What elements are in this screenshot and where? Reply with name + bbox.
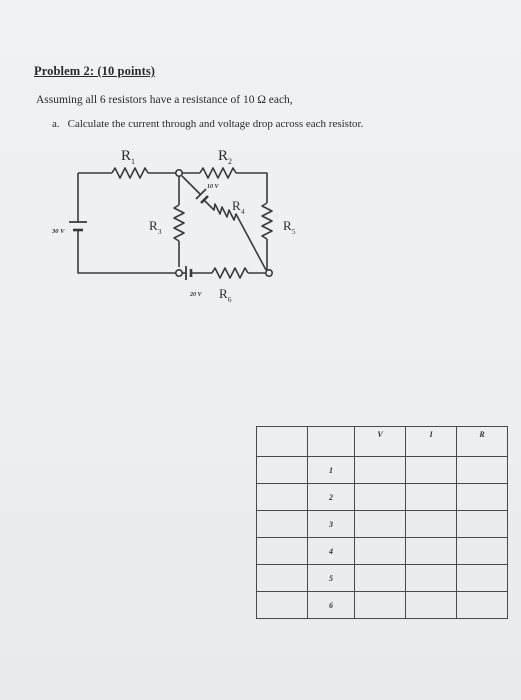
table-row xyxy=(257,538,508,565)
r2-label-sub: 2 xyxy=(228,157,232,166)
r5-label-sub: 5 xyxy=(292,228,296,236)
r1-label: R xyxy=(121,148,132,164)
answer-cell-v[interactable] xyxy=(355,592,406,619)
r2-label: R xyxy=(218,148,229,164)
answer-cell-r[interactable] xyxy=(457,565,508,592)
diag-wire-top xyxy=(182,176,200,194)
answer-cell-r[interactable] xyxy=(457,457,508,484)
r2-resistor xyxy=(200,168,236,178)
table-header-row xyxy=(257,427,508,457)
node-top-left xyxy=(176,170,182,176)
answer-cell-i[interactable] xyxy=(406,538,457,565)
row-number-cell: 4 xyxy=(308,538,355,565)
answer-cell-i[interactable] xyxy=(406,457,457,484)
table-row xyxy=(257,565,508,592)
part-a-text: Calculate the current through and voltage drop across each resistor. xyxy=(67,118,364,130)
row-spacer-cell xyxy=(257,565,308,592)
r6-label-sub: 6 xyxy=(228,296,232,304)
row-number-cell: 5 xyxy=(308,565,355,592)
row-number-cell: 3 xyxy=(308,511,355,538)
header-cell-v: V xyxy=(355,427,406,457)
answer-cell-i[interactable] xyxy=(406,511,457,538)
row-number-cell: 2 xyxy=(308,484,355,511)
r1-resistor xyxy=(112,168,148,178)
answer-cell-v[interactable] xyxy=(355,457,406,484)
r5-label: R xyxy=(283,218,292,233)
r4-label-sub: 4 xyxy=(241,208,245,216)
header-cell-i: I xyxy=(406,427,457,457)
r6-resistor xyxy=(212,268,248,278)
table-row xyxy=(257,511,508,538)
r5-resistor xyxy=(262,203,272,239)
answer-cell-v[interactable] xyxy=(355,538,406,565)
header-cell xyxy=(257,427,308,457)
r3-resistor xyxy=(174,205,184,241)
row-spacer-cell xyxy=(257,538,308,565)
problem-statement: Assuming all 6 resistors have a resistance of 10 Ω each, xyxy=(36,94,293,106)
row-spacer-cell xyxy=(257,484,308,511)
part-a-marker: a. xyxy=(52,118,60,130)
answer-cell-r[interactable] xyxy=(457,484,508,511)
row-number-cell: 1 xyxy=(308,457,355,484)
node-bottom-left xyxy=(176,270,182,276)
row-spacer-cell xyxy=(257,457,308,484)
r3-label-sub: 3 xyxy=(158,228,162,236)
r4-label: R xyxy=(232,198,241,213)
answer-cell-i[interactable] xyxy=(406,592,457,619)
table-row xyxy=(257,457,508,484)
answer-cell-v[interactable] xyxy=(355,484,406,511)
header-cell-r: R xyxy=(457,427,508,457)
answer-cell-r[interactable] xyxy=(457,511,508,538)
r6-label: R xyxy=(219,286,228,301)
r3-label: R xyxy=(149,218,158,233)
row-spacer-cell xyxy=(257,511,308,538)
row-number-cell: 6 xyxy=(308,592,355,619)
answer-cell-v[interactable] xyxy=(355,511,406,538)
answer-cell-r[interactable] xyxy=(457,592,508,619)
answer-cell-i[interactable] xyxy=(406,565,457,592)
answer-cell-i[interactable] xyxy=(406,484,457,511)
voltage-20v-label: 20 V xyxy=(190,292,202,298)
row-spacer-cell xyxy=(257,592,308,619)
header-cell xyxy=(308,427,355,457)
r1-label-sub: 1 xyxy=(131,157,135,166)
table-row xyxy=(257,484,508,511)
answer-table xyxy=(256,426,508,619)
left-wire-bottom xyxy=(78,230,180,273)
table-row xyxy=(257,592,508,619)
voltage-30v-label: 30 V xyxy=(52,228,65,235)
node-bottom-right xyxy=(266,270,272,276)
voltage-10v-label: 10 V xyxy=(207,184,219,190)
answer-cell-r[interactable] xyxy=(457,538,508,565)
problem-title: Problem 2: (10 points) xyxy=(34,64,156,78)
answer-cell-v[interactable] xyxy=(355,565,406,592)
